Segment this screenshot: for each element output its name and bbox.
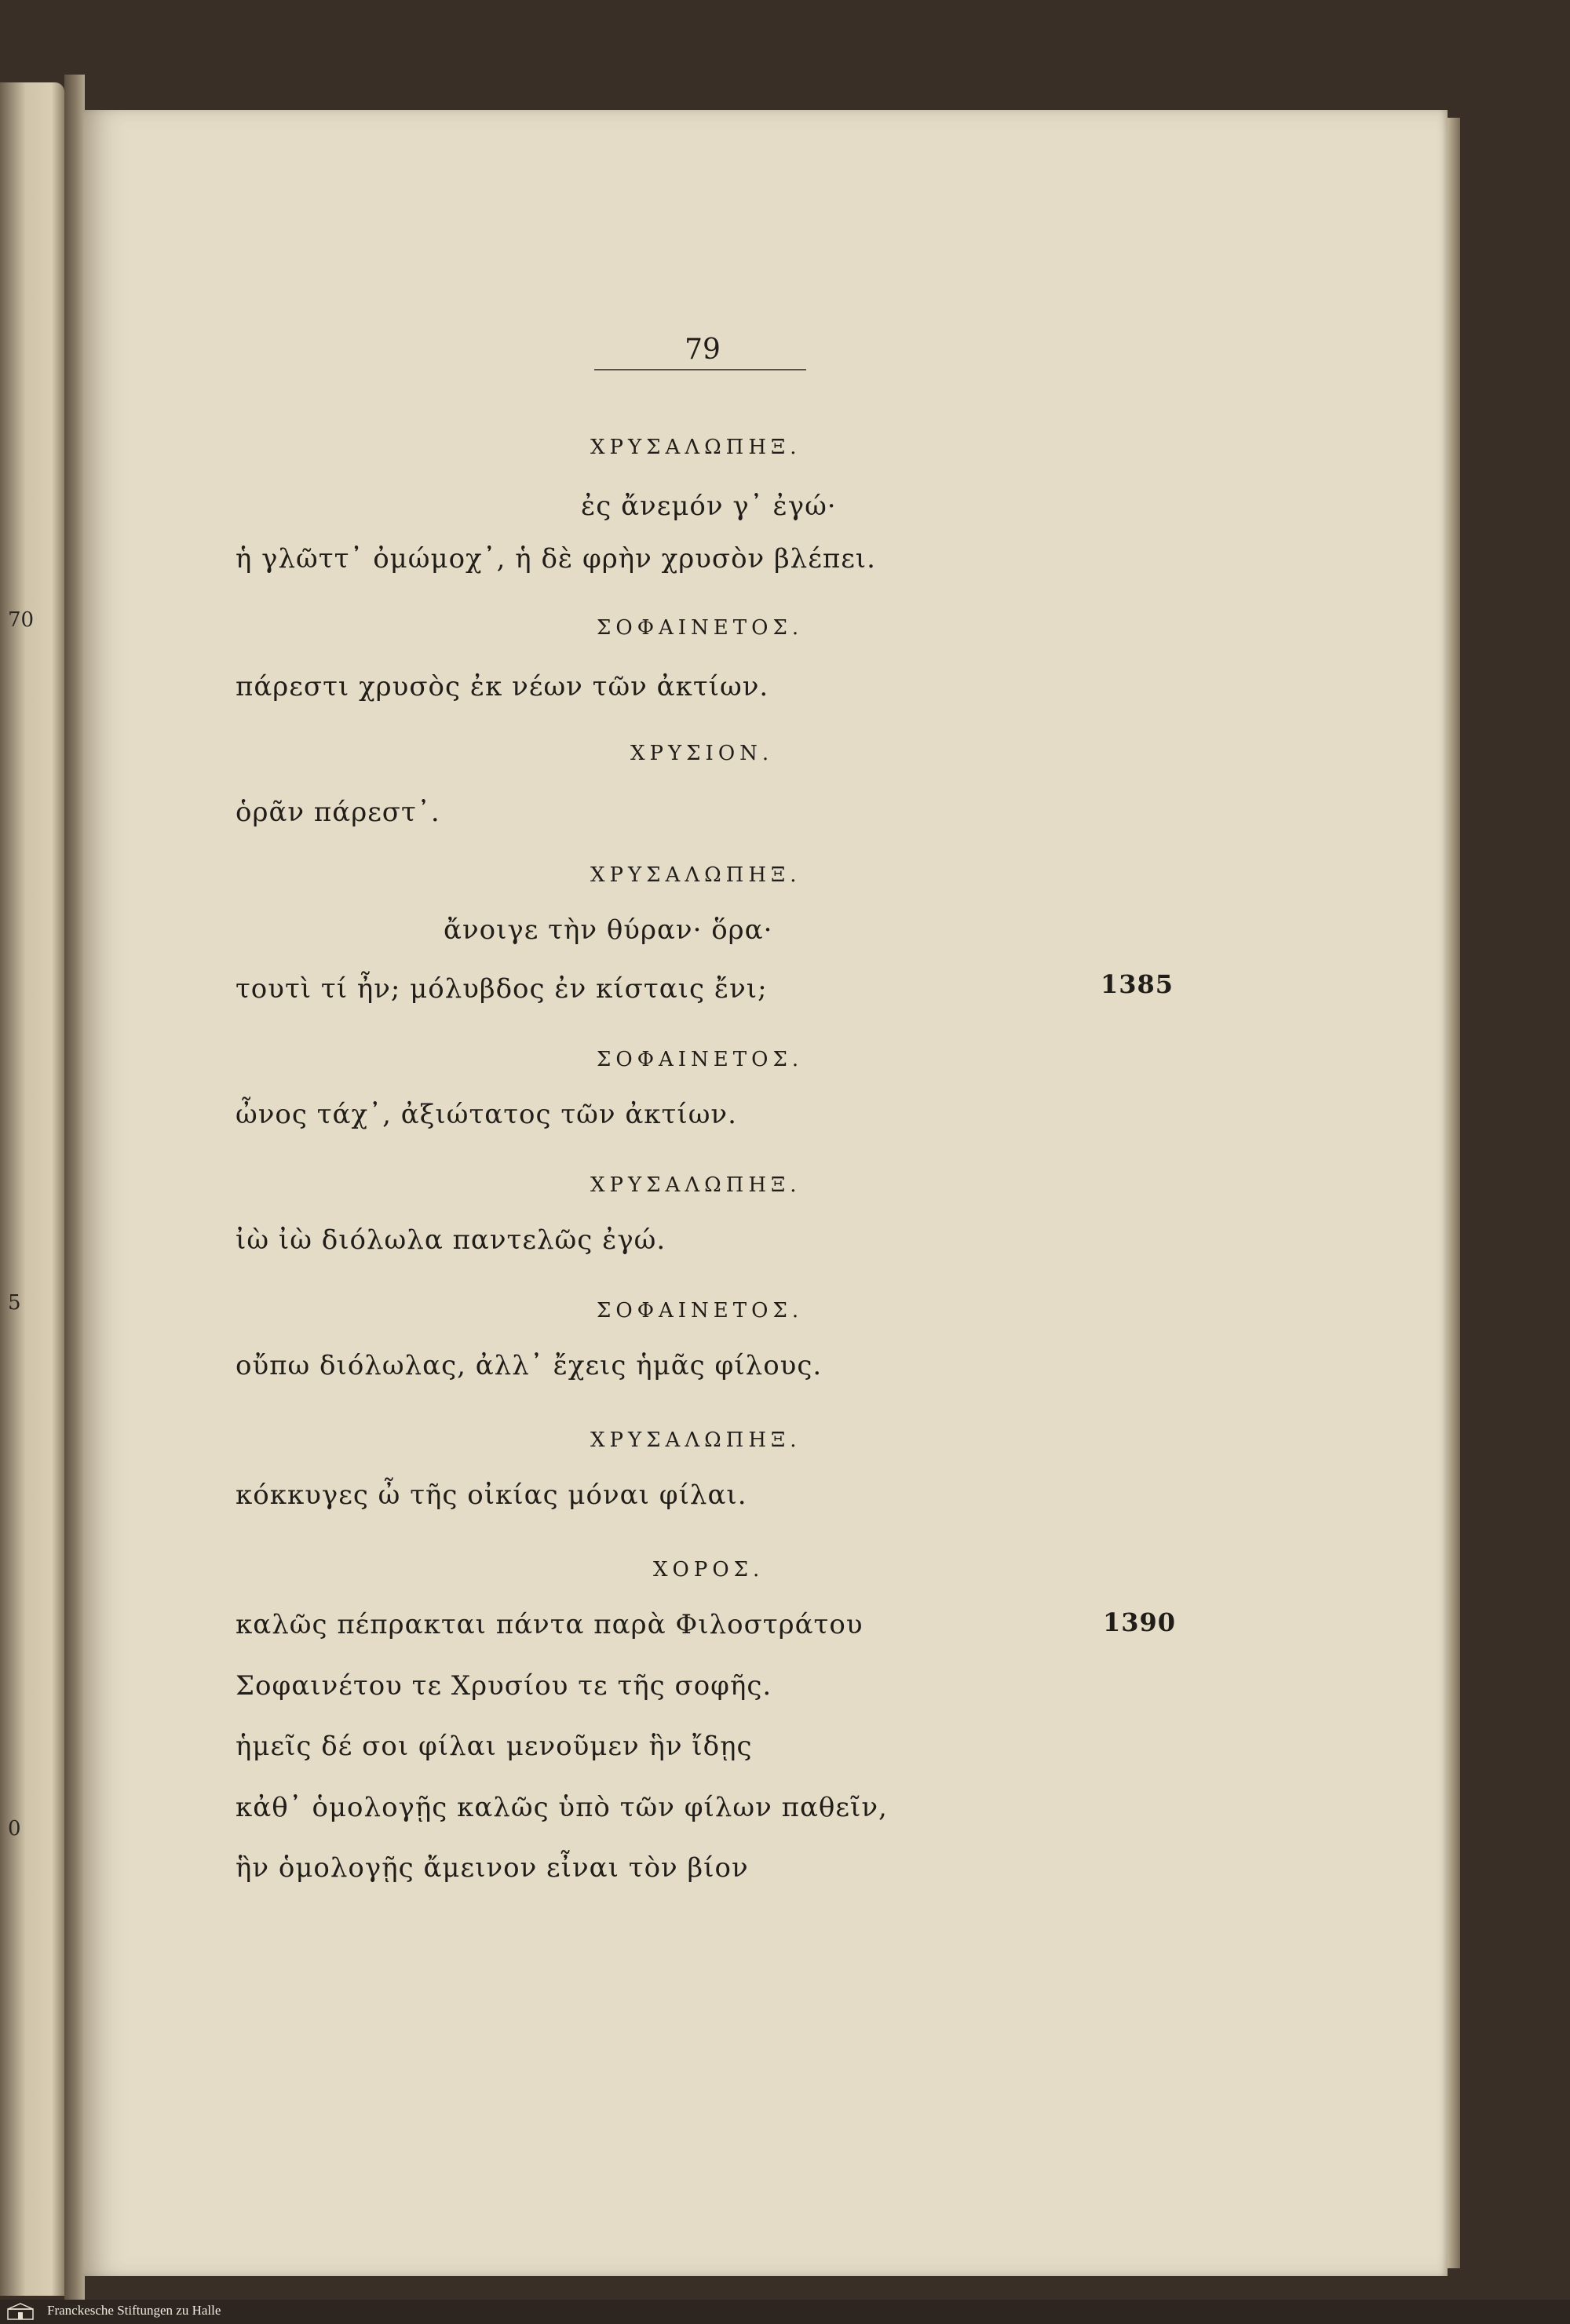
- left-page-edge-number: 0: [8, 1817, 21, 1841]
- page-edge: [1448, 118, 1460, 2268]
- line-number: 1390: [1103, 1607, 1177, 1637]
- page-number-rule: [594, 369, 806, 370]
- institution-logo-icon: [5, 2302, 36, 2321]
- footer-credit: Franckesche Stiftungen zu Halle: [47, 2303, 221, 2318]
- verse-line: ὦνος τάχ᾽, ἀξιώτατος τῶν ἀκτίων.: [236, 1099, 737, 1130]
- verse-line: οὔπω διόλωλας, ἀλλ᾽ ἔχεις ἡμᾶς φίλους.: [236, 1350, 823, 1381]
- verse-line: κἀθ᾽ ὁμολογῇς καλῶς ὑπὸ τῶν φίλων παθεῖν,: [236, 1792, 888, 1823]
- verse-line: ἡ γλῶττ᾽ ὀμώμοχ᾽, ἡ δὲ φρὴν χρυσὸν βλέπει.: [236, 543, 876, 575]
- verse-line: ἡμεῖς δέ σοι φίλαι μενοῦμεν ἣν ἴδῃς: [236, 1731, 753, 1762]
- speaker-label: ΧΡΥΣΑΛΩΠΗΞ.: [590, 1173, 801, 1197]
- verse-line: ὁρᾶν πάρεστ᾽.: [236, 797, 440, 828]
- page-number: 79: [685, 334, 721, 366]
- speaker-label: ΧΟΡΟΣ.: [653, 1558, 765, 1582]
- footer-bar: [0, 2300, 1570, 2324]
- line-number: 1385: [1101, 969, 1174, 999]
- verse-line: ἐς ἄνεμόν γ᾽ ἐγώ·: [581, 491, 837, 522]
- speaker-label: ΧΡΥΣΑΛΩΠΗΞ.: [590, 436, 801, 459]
- speaker-label: ΧΡΥΣΑΛΩΠΗΞ.: [590, 863, 801, 887]
- left-page-edge-number: 5: [8, 1291, 21, 1315]
- verse-line: ἣν ὁμολογῇς ἄμεινον εἶναι τὸν βίον: [236, 1852, 749, 1884]
- speaker-label: ΣΟΦΑΙΝΕΤΟΣ.: [597, 1299, 804, 1323]
- speaker-label: ΣΟΦΑΙΝΕΤΟΣ.: [597, 616, 804, 640]
- verse-line: κόκκυγες ὦ τῆς οἰκίας μόναι φίλαι.: [236, 1479, 747, 1511]
- left-page-edge: [0, 82, 64, 2296]
- verse-line: ἰὼ ἰὼ διόλωλα παντελῶς ἐγώ.: [236, 1224, 666, 1256]
- verse-line: ἄνοιγε τὴν θύραν· ὅρα·: [444, 914, 773, 946]
- speaker-label: ΧΡΥΣΑΛΩΠΗΞ.: [590, 1428, 801, 1452]
- book-gutter: [64, 75, 85, 2304]
- speaker-label: ΣΟΦΑΙΝΕΤΟΣ.: [597, 1048, 804, 1071]
- left-page-edge-number: 70: [8, 608, 35, 632]
- verse-line: Σοφαινέτου τε Χρυσίου τε τῆς σοφῆς.: [236, 1670, 772, 1702]
- verse-line: τουτὶ τί ἦν; μόλυβδος ἐν κίσταις ἔνι;: [236, 973, 768, 1005]
- verse-line: καλῶς πέπρακται πάντα παρὰ Φιλοστράτου: [236, 1609, 864, 1640]
- verse-line: πάρεστι χρυσὸς ἐκ νέων τῶν ἀκτίων.: [236, 671, 769, 702]
- speaker-label: ΧΡΥΣΙΟΝ.: [630, 742, 774, 765]
